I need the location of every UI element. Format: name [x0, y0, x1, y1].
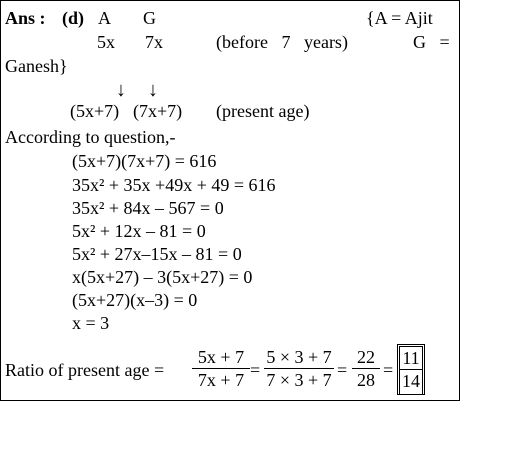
- arrow-down-g: ↓: [148, 79, 158, 101]
- step-line: x = 3: [72, 313, 110, 333]
- equals-sign: =: [250, 360, 261, 380]
- step-line: 5x² + 12x – 81 = 0: [72, 221, 206, 241]
- step-line: 5x² + 27x–15x – 81 = 0: [72, 244, 242, 264]
- fraction-denominator: 7 × 3 + 7: [266, 370, 332, 390]
- ratio-g: 7x: [145, 32, 163, 52]
- equals-sign: =: [383, 360, 394, 380]
- ratio-a: 5x: [97, 32, 115, 52]
- arrow-down-a: ↓: [116, 79, 126, 101]
- legend-g: G =: [413, 32, 450, 52]
- present-expr-a: (5x+7): [70, 101, 120, 121]
- fraction-numerator: 22: [357, 347, 375, 367]
- final-answer-inner: [399, 346, 423, 395]
- equals-sign: =: [337, 360, 348, 380]
- fraction-substituted: [264, 346, 334, 391]
- fraction-general: [192, 346, 250, 391]
- step-line: 35x² + 84x – 567 = 0: [72, 198, 224, 218]
- answer-label: Ans :: [5, 8, 46, 28]
- fraction-numerator: 5 × 3 + 7: [266, 347, 332, 367]
- fraction-computed: [352, 346, 380, 391]
- answer-option: (d): [62, 8, 84, 28]
- step-line: x(5x+27) – 3(5x+27) = 0: [72, 267, 253, 287]
- ratio-label: Ratio of present age =: [5, 360, 165, 380]
- final-denominator: 14: [402, 371, 420, 391]
- final-numerator: 11: [402, 348, 420, 368]
- before-note: (before 7 years): [216, 32, 348, 52]
- present-expr-g: (7x+7): [133, 101, 183, 121]
- fraction-denominator: 7x + 7: [197, 370, 245, 390]
- legend-open: {A = Ajit: [366, 8, 433, 28]
- fraction-numerator: 5x + 7: [197, 347, 245, 367]
- according-text: According to question,-: [5, 127, 176, 147]
- step-line: (5x+7)(7x+7) = 616: [72, 151, 217, 171]
- name-g: G: [143, 8, 156, 28]
- final-answer-box: [397, 344, 425, 395]
- legend-close: Ganesh}: [5, 56, 68, 76]
- step-line: 35x² + 35x +49x + 49 = 616: [72, 175, 276, 195]
- fraction-denominator: 28: [357, 370, 375, 390]
- name-a: A: [98, 8, 111, 28]
- step-line: (5x+27)(x–3) = 0: [72, 290, 198, 310]
- present-note: (present age): [216, 101, 310, 121]
